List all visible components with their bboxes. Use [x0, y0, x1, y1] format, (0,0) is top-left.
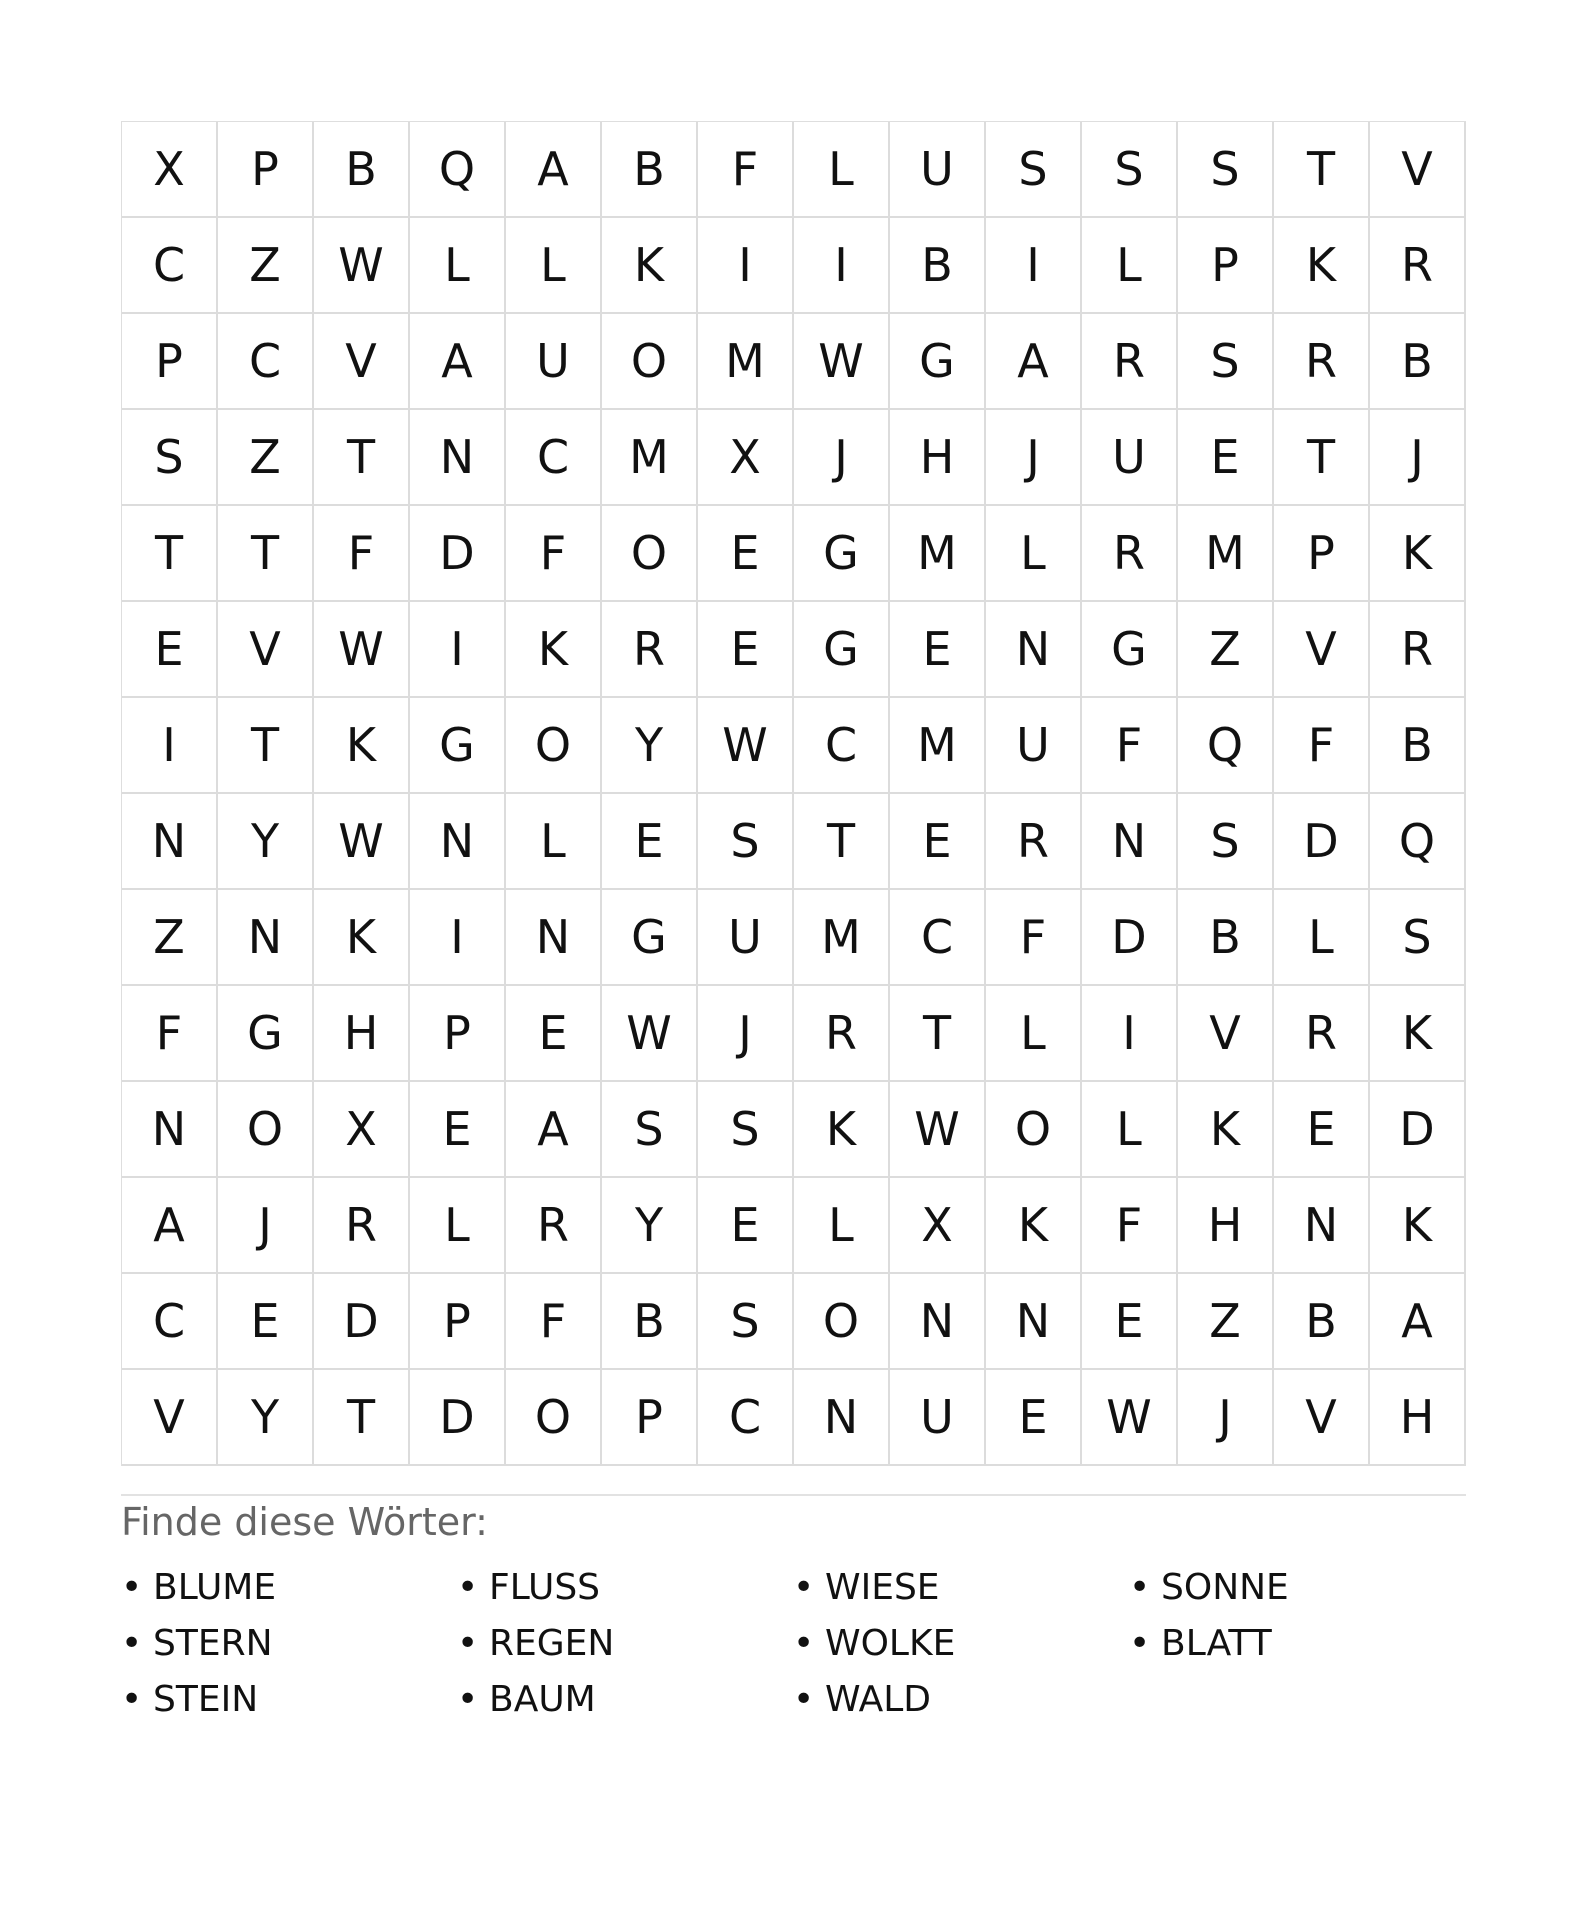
grid-cell[interactable]: C — [794, 698, 890, 794]
grid-cell[interactable]: Z — [122, 890, 218, 986]
grid-cell[interactable]: T — [122, 506, 218, 602]
grid-cell[interactable]: H — [314, 986, 410, 1082]
word-label: FLUSS — [489, 1567, 601, 1608]
grid-cell[interactable]: T — [314, 1370, 410, 1466]
grid-cell[interactable]: S — [1082, 122, 1178, 218]
grid-cell[interactable]: X — [314, 1082, 410, 1178]
grid-cell[interactable]: S — [1178, 794, 1274, 890]
grid-cell[interactable]: J — [1178, 1370, 1274, 1466]
word-list-item — [457, 1672, 793, 1728]
grid-cell[interactable]: X — [122, 122, 218, 218]
word-list-item — [793, 1672, 1129, 1728]
grid-cell[interactable]: K — [1370, 1178, 1466, 1274]
grid-cell[interactable]: F — [986, 890, 1082, 986]
grid-cell[interactable]: I — [410, 602, 506, 698]
grid-cell[interactable]: F — [698, 122, 794, 218]
grid-cell[interactable]: J — [218, 1178, 314, 1274]
grid-cell[interactable]: V — [314, 314, 410, 410]
grid-cell[interactable]: B — [890, 218, 986, 314]
grid-cell[interactable]: S — [1178, 122, 1274, 218]
grid-cell[interactable]: A — [986, 314, 1082, 410]
grid-cell[interactable]: B — [1274, 1274, 1370, 1370]
grid-cell[interactable]: J — [1370, 410, 1466, 506]
grid-cell[interactable]: P — [1178, 218, 1274, 314]
grid-cell[interactable]: R — [506, 1178, 602, 1274]
grid-cell[interactable]: Y — [602, 698, 698, 794]
grid-cell[interactable]: E — [890, 602, 986, 698]
grid-cell[interactable]: J — [698, 986, 794, 1082]
grid-cell[interactable]: N — [122, 794, 218, 890]
grid-cell[interactable]: I — [410, 890, 506, 986]
bullet-icon: • — [457, 1567, 479, 1608]
grid-cell[interactable]: U — [986, 698, 1082, 794]
grid-cell[interactable]: X — [890, 1178, 986, 1274]
grid-cell[interactable]: M — [698, 314, 794, 410]
bullet-icon: • — [121, 1567, 143, 1608]
grid-cell[interactable]: K — [1274, 218, 1370, 314]
grid-cell[interactable]: W — [314, 794, 410, 890]
grid-cell[interactable]: N — [986, 602, 1082, 698]
grid-cell[interactable]: G — [218, 986, 314, 1082]
grid-cell[interactable]: O — [602, 506, 698, 602]
grid-cell[interactable]: F — [314, 506, 410, 602]
grid-cell[interactable]: K — [1178, 1082, 1274, 1178]
grid-cell[interactable]: U — [506, 314, 602, 410]
grid-cell[interactable]: F — [506, 1274, 602, 1370]
grid-cell[interactable]: L — [794, 1178, 890, 1274]
word-list-item — [1129, 1616, 1465, 1672]
grid-cell[interactable]: R — [794, 986, 890, 1082]
grid-cell[interactable]: Z — [1178, 602, 1274, 698]
grid-cell[interactable]: V — [1274, 1370, 1370, 1466]
grid-cell[interactable]: B — [602, 122, 698, 218]
grid-cell[interactable]: I — [122, 698, 218, 794]
grid-cell[interactable]: M — [890, 698, 986, 794]
word-list-item — [121, 1616, 457, 1672]
grid-cell[interactable]: D — [410, 1370, 506, 1466]
grid-cell[interactable]: N — [890, 1274, 986, 1370]
grid-cell[interactable]: R — [1082, 314, 1178, 410]
grid-cell[interactable]: Q — [410, 122, 506, 218]
grid-cell[interactable]: T — [1274, 410, 1370, 506]
bullet-icon: • — [1129, 1567, 1151, 1608]
grid-cell[interactable]: C — [122, 1274, 218, 1370]
grid-cell[interactable]: Y — [602, 1178, 698, 1274]
grid-cell[interactable]: U — [890, 122, 986, 218]
grid-cell[interactable]: E — [602, 794, 698, 890]
grid-cell[interactable]: N — [1274, 1178, 1370, 1274]
grid-cell[interactable]: N — [410, 410, 506, 506]
grid-cell[interactable]: R — [1370, 602, 1466, 698]
grid-cell[interactable]: C — [122, 218, 218, 314]
wordsearch-grid — [121, 121, 1466, 1466]
grid-cell[interactable]: G — [602, 890, 698, 986]
grid-cell[interactable]: A — [122, 1178, 218, 1274]
grid-cell[interactable]: L — [506, 218, 602, 314]
word-list-item — [457, 1560, 793, 1616]
bullet-icon: • — [1129, 1623, 1151, 1664]
grid-cell[interactable]: S — [1178, 314, 1274, 410]
grid-cell[interactable]: D — [410, 506, 506, 602]
grid-cell[interactable]: O — [506, 1370, 602, 1466]
grid-cell[interactable]: V — [122, 1370, 218, 1466]
grid-cell[interactable]: J — [986, 410, 1082, 506]
word-list-item — [121, 1560, 457, 1616]
grid-cell[interactable]: E — [506, 986, 602, 1082]
bullet-icon: • — [793, 1623, 815, 1664]
word-label: WOLKE — [825, 1623, 956, 1664]
grid-cell[interactable]: W — [314, 602, 410, 698]
grid-cell[interactable]: C — [506, 410, 602, 506]
grid-cell[interactable]: N — [794, 1370, 890, 1466]
grid-cell[interactable]: F — [1274, 698, 1370, 794]
bullet-icon: • — [457, 1679, 479, 1720]
grid-cell[interactable]: M — [1178, 506, 1274, 602]
grid-cell[interactable]: N — [218, 890, 314, 986]
grid-cell[interactable]: Z — [1178, 1274, 1274, 1370]
grid-cell[interactable]: B — [602, 1274, 698, 1370]
grid-cell[interactable]: H — [1178, 1178, 1274, 1274]
grid-cell[interactable]: L — [794, 122, 890, 218]
grid-cell[interactable]: T — [314, 410, 410, 506]
grid-cell[interactable]: G — [1082, 602, 1178, 698]
bullet-icon: • — [793, 1567, 815, 1608]
grid-cell[interactable]: K — [794, 1082, 890, 1178]
grid-cell[interactable]: C — [218, 314, 314, 410]
grid-cell[interactable]: G — [890, 314, 986, 410]
grid-cell[interactable]: K — [1370, 986, 1466, 1082]
grid-cell[interactable]: D — [1274, 794, 1370, 890]
grid-cell[interactable]: P — [218, 122, 314, 218]
grid-cell[interactable]: W — [1082, 1370, 1178, 1466]
grid-cell[interactable]: A — [506, 1082, 602, 1178]
grid-cell[interactable]: L — [986, 986, 1082, 1082]
grid-cell[interactable]: G — [410, 698, 506, 794]
grid-cell[interactable]: R — [1274, 986, 1370, 1082]
grid-cell[interactable]: R — [1370, 218, 1466, 314]
grid-cell[interactable]: S — [602, 1082, 698, 1178]
grid-cell[interactable]: D — [314, 1274, 410, 1370]
word-list-item — [793, 1560, 1129, 1616]
bullet-icon: • — [793, 1679, 815, 1720]
word-label: REGEN — [489, 1623, 615, 1664]
grid-cell[interactable]: B — [1370, 314, 1466, 410]
grid-cell[interactable]: C — [890, 890, 986, 986]
grid-cell[interactable]: Z — [218, 410, 314, 506]
grid-cell[interactable]: K — [506, 602, 602, 698]
grid-cell[interactable]: P — [122, 314, 218, 410]
grid-cell[interactable]: U — [1082, 410, 1178, 506]
word-list — [121, 1560, 1466, 1728]
grid-cell[interactable]: T — [794, 794, 890, 890]
grid-cell[interactable]: I — [698, 218, 794, 314]
grid-cell[interactable]: E — [698, 1178, 794, 1274]
grid-cell[interactable]: F — [1082, 1178, 1178, 1274]
grid-cell[interactable]: T — [218, 698, 314, 794]
grid-cell[interactable]: V — [1370, 122, 1466, 218]
bullet-icon: • — [121, 1623, 143, 1664]
grid-cell[interactable]: L — [1274, 890, 1370, 986]
grid-cell[interactable]: V — [1274, 602, 1370, 698]
grid-cell[interactable]: S — [698, 1082, 794, 1178]
grid-cell[interactable]: S — [986, 122, 1082, 218]
grid-cell[interactable]: Q — [1178, 698, 1274, 794]
grid-cell[interactable]: R — [1082, 506, 1178, 602]
grid-cell[interactable]: T — [218, 506, 314, 602]
grid-cell[interactable]: M — [890, 506, 986, 602]
grid-cell[interactable]: S — [122, 410, 218, 506]
grid-cell[interactable]: D — [1370, 1082, 1466, 1178]
grid-cell[interactable]: K — [314, 890, 410, 986]
grid-cell[interactable]: Q — [1370, 794, 1466, 890]
grid-cell[interactable]: Y — [218, 1370, 314, 1466]
word-label: BAUM — [489, 1679, 596, 1720]
grid-cell[interactable]: K — [314, 698, 410, 794]
grid-cell[interactable]: S — [698, 794, 794, 890]
grid-cell[interactable]: J — [794, 410, 890, 506]
grid-cell[interactable]: M — [794, 890, 890, 986]
grid-cell[interactable]: B — [314, 122, 410, 218]
grid-cell[interactable]: R — [1274, 314, 1370, 410]
grid-cell[interactable]: L — [410, 1178, 506, 1274]
word-label: WALD — [825, 1679, 932, 1720]
grid-cell[interactable]: N — [1082, 794, 1178, 890]
grid-cell[interactable]: M — [602, 410, 698, 506]
grid-cell[interactable]: E — [218, 1274, 314, 1370]
grid-cell[interactable]: F — [1082, 698, 1178, 794]
grid-cell[interactable]: H — [1370, 1370, 1466, 1466]
grid-cell[interactable]: E — [122, 602, 218, 698]
word-list-item — [457, 1616, 793, 1672]
grid-cell[interactable]: A — [1370, 1274, 1466, 1370]
grid-cell[interactable]: T — [1274, 122, 1370, 218]
grid-cell[interactable]: O — [986, 1082, 1082, 1178]
grid-cell[interactable]: R — [602, 602, 698, 698]
grid-cell[interactable]: W — [698, 698, 794, 794]
grid-cell[interactable]: C — [698, 1370, 794, 1466]
grid-cell[interactable]: E — [986, 1370, 1082, 1466]
grid-cell[interactable]: P — [602, 1370, 698, 1466]
grid-cell[interactable]: K — [602, 218, 698, 314]
grid-cell[interactable]: U — [698, 890, 794, 986]
grid-cell[interactable]: G — [794, 602, 890, 698]
word-list-item — [1129, 1560, 1465, 1616]
grid-cell[interactable]: A — [506, 122, 602, 218]
grid-cell[interactable]: K — [1370, 506, 1466, 602]
word-list-item — [793, 1616, 1129, 1672]
word-label: WIESE — [825, 1567, 940, 1608]
grid-cell[interactable]: L — [410, 218, 506, 314]
grid-cell[interactable]: O — [602, 314, 698, 410]
grid-cell[interactable]: L — [1082, 218, 1178, 314]
word-label: SONNE — [1161, 1567, 1289, 1608]
grid-cell[interactable]: W — [602, 986, 698, 1082]
grid-cell[interactable]: O — [506, 698, 602, 794]
word-label: BLATT — [1161, 1623, 1272, 1664]
grid-cell[interactable]: O — [218, 1082, 314, 1178]
grid-cell[interactable]: G — [794, 506, 890, 602]
grid-cell[interactable]: P — [410, 986, 506, 1082]
bullet-icon: • — [457, 1623, 479, 1664]
grid-cell[interactable]: O — [794, 1274, 890, 1370]
grid-cell[interactable]: T — [890, 986, 986, 1082]
grid-cell[interactable]: I — [794, 218, 890, 314]
grid-cell[interactable]: N — [986, 1274, 1082, 1370]
grid-cell[interactable]: N — [410, 794, 506, 890]
grid-cell[interactable]: P — [410, 1274, 506, 1370]
grid-cell[interactable]: E — [1178, 410, 1274, 506]
grid-cell[interactable]: R — [986, 794, 1082, 890]
grid-cell[interactable]: B — [1370, 698, 1466, 794]
grid-cell[interactable]: L — [506, 794, 602, 890]
word-list-item — [121, 1672, 457, 1728]
grid-cell[interactable]: S — [1370, 890, 1466, 986]
grid-cell[interactable]: U — [890, 1370, 986, 1466]
divider — [121, 1494, 1466, 1496]
grid-cell[interactable]: E — [1082, 1274, 1178, 1370]
grid-cell[interactable]: P — [1274, 506, 1370, 602]
grid-cell[interactable]: H — [890, 410, 986, 506]
word-label: BLUME — [153, 1567, 277, 1608]
grid-cell[interactable]: K — [986, 1178, 1082, 1274]
grid-cell[interactable]: Z — [218, 218, 314, 314]
grid-cell[interactable]: F — [122, 986, 218, 1082]
grid-cell[interactable]: L — [1082, 1082, 1178, 1178]
bullet-icon: • — [121, 1679, 143, 1720]
grid-cell[interactable]: S — [698, 1274, 794, 1370]
grid-cell[interactable]: W — [890, 1082, 986, 1178]
grid-cell[interactable]: E — [1274, 1082, 1370, 1178]
grid-cell[interactable]: E — [410, 1082, 506, 1178]
grid-cell[interactable]: N — [122, 1082, 218, 1178]
grid-cell[interactable]: X — [698, 410, 794, 506]
grid-cell[interactable]: I — [1082, 986, 1178, 1082]
grid-cell[interactable]: N — [506, 890, 602, 986]
grid-cell[interactable]: R — [314, 1178, 410, 1274]
grid-cell[interactable]: L — [986, 506, 1082, 602]
grid-cell[interactable]: W — [314, 218, 410, 314]
grid-cell[interactable]: Y — [218, 794, 314, 890]
grid-cell[interactable]: I — [986, 218, 1082, 314]
grid-cell[interactable]: B — [1178, 890, 1274, 986]
word-label: STEIN — [153, 1679, 259, 1720]
grid-cell[interactable]: V — [1178, 986, 1274, 1082]
word-list-heading: Finde diese Wörter: — [121, 1500, 488, 1544]
grid-cell[interactable]: V — [218, 602, 314, 698]
grid-cell[interactable]: D — [1082, 890, 1178, 986]
grid-cell[interactable]: A — [410, 314, 506, 410]
grid-cell[interactable]: F — [506, 506, 602, 602]
grid-cell[interactable]: W — [794, 314, 890, 410]
grid-cell[interactable]: E — [698, 506, 794, 602]
grid-cell[interactable]: E — [890, 794, 986, 890]
word-label: STERN — [153, 1623, 273, 1664]
grid-cell[interactable]: E — [698, 602, 794, 698]
